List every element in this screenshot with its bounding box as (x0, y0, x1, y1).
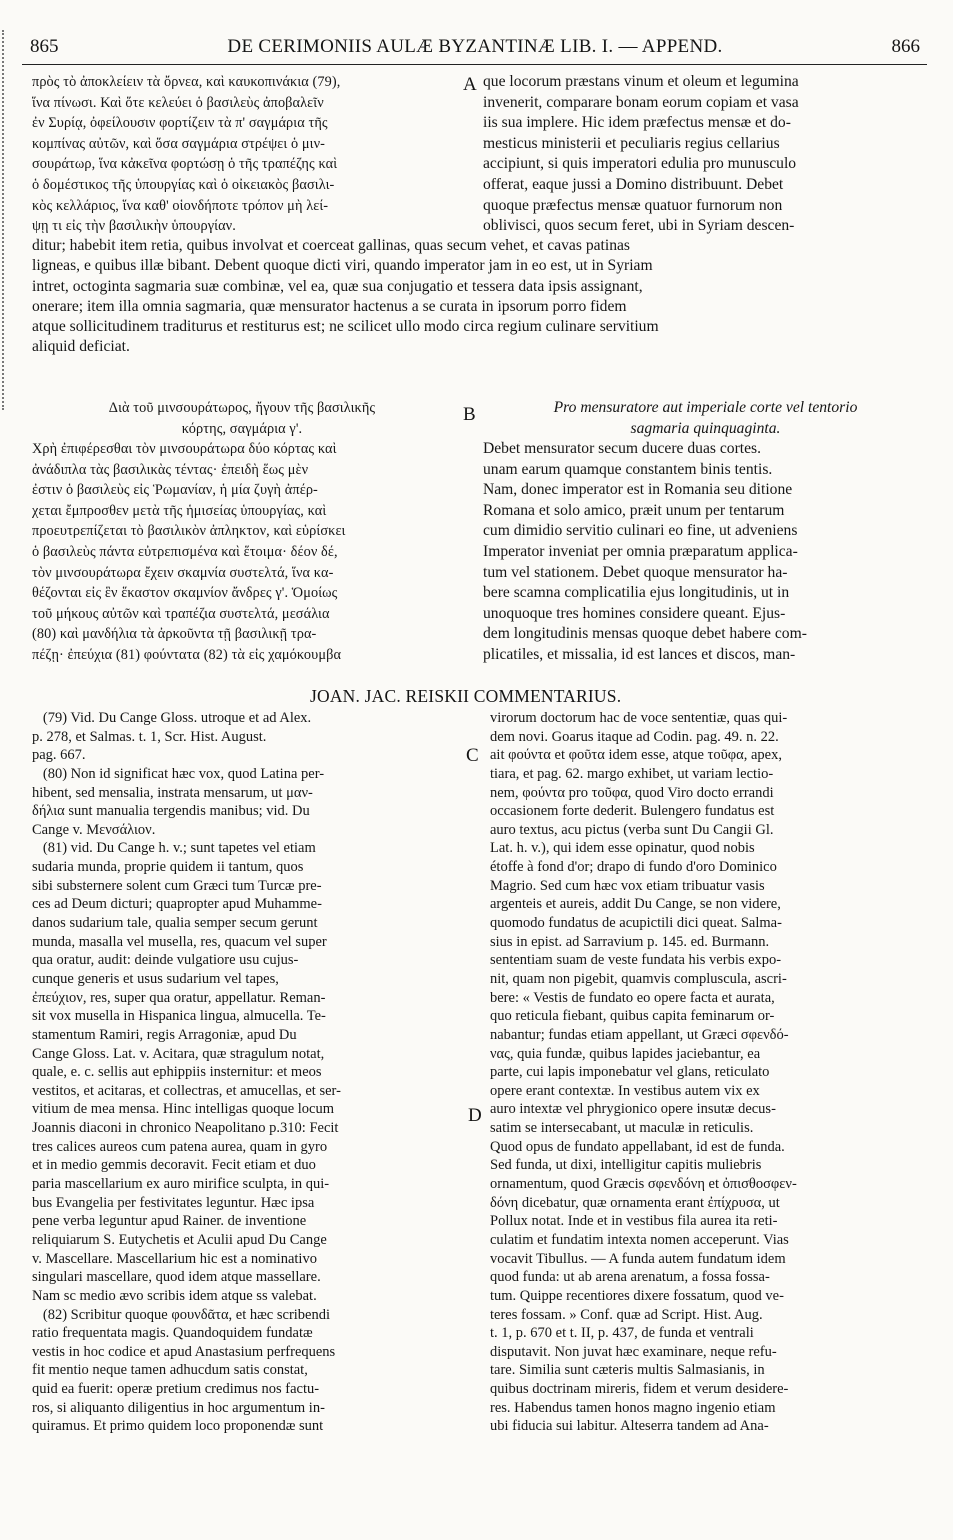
greek-text-line: ὁ δομέστικος τῆς ὑπουργίας καὶ ὁ οἰκειακὸς βασιλι- (32, 176, 335, 193)
commentary-line: ros, si aliquanto diligentius in hoc argumentum in- (32, 1399, 325, 1416)
commentary-line: quomodo fundatus de acupictili dici queat. Salma- (490, 915, 782, 932)
commentary-line: (81) vid. Du Cange h. v.; sunt tapetes vel etiam (32, 840, 316, 857)
commentary-line: t. 1, p. 670 et t. II, p. 437, de funda et ventrali (490, 1325, 754, 1342)
latin-text-line: Imperator inveniat per omnia præparatum applica- (483, 542, 798, 560)
commentary-line: vestitos, et acitaras, et collectras, et amucellas, et ser- (32, 1082, 341, 1099)
commentary-line: bus Evangelia per festivitates leguntur. Hæc ipsa (32, 1194, 315, 1211)
commentary-line: quid ea fuerit: operæ pretium credimus nos factu- (32, 1381, 320, 1398)
greek-text-line: ὁ βασιλεὺς πάντα εὐτρεπισμένα καὶ ἕτοιμα· δέον δέ, (32, 543, 338, 560)
commentary-line: sententiam suam de veste fundata his verbis expo- (490, 952, 782, 969)
latin-text-line: quoque præfectus mensæ quatuor furnorum non (483, 196, 783, 214)
greek-text-line: ἀνάδιπλα τὰς βασιλικὰς τέντας· ἐπειδὴ ἕως μὲν (32, 461, 309, 478)
latin-text-line: aliquid deficiat. (32, 338, 130, 356)
greek-text-line: τὸν μινσουράτωρα ἔχειν σκαμνία συστελτά, ἵνα κα- (32, 564, 334, 581)
commentary-line: argenteis et aureis, addit Du Cange, se non videre, (490, 896, 781, 913)
page-number-right: 866 (891, 36, 920, 57)
latin-text-line: bere scamna complicatilia ejus longitudinis, ut in (483, 584, 790, 602)
latin-text-line: cum dimidio servitio culinari eo fine, ut adveniens (483, 522, 798, 540)
commentary-line: ait φούντα et φοῦτα idem esse, atque τοῦφα, apex, (490, 747, 782, 764)
commentary-line: singulari mascellare, quod idem atque massellare. (32, 1269, 321, 1286)
latin-heading-line: Pro mensuratore aut imperiale corte vel tentorio (553, 399, 858, 416)
commentary-line: qua oratur, audit: deinde vulgatiore usu cujus- (32, 952, 299, 969)
latin-text-line: invenerit, comparare bonam eorum copiam et vasa (483, 93, 799, 111)
greek-heading-line: Διὰ τοῦ μινσουράτωρος, ἤγουν τῆς βασιλικῆς (108, 400, 376, 416)
commentary-line: Joannis diaconi in chronico Neapolitano p.310: Fecit (32, 1120, 339, 1137)
greek-text-line: ψῃ τι εἰς τὴν βασιλικὴν ὑπουργίαν. (32, 218, 236, 235)
commentary-line: δήλια sunt manualia tergendis manibus; vid. Du (32, 803, 310, 820)
commentary-line: res. Habendus tamen honos magno ingenio etiam (490, 1399, 776, 1416)
margin-marker-d: D (468, 1105, 482, 1126)
commentary-line: v. Mascellare. Mascellarium hic est a nominativo (32, 1250, 317, 1267)
commentary-line: (82) Scribitur quoque φουνδᾶτα, et hæc scribendi (32, 1306, 331, 1323)
latin-text-line: ditur; habebit item retia, quibus involvat et coerceat gallinas, quas secum vehet, et cavas patinas (32, 237, 630, 254)
commentary-line: étoffe à fond d'or; drapo di fundo d'oro Dominico (490, 859, 777, 876)
commentary-line: ubi fiducia sui labitur. Alteserra tandem ad Ana- (490, 1418, 769, 1435)
greek-text-line: ἐστιν ὁ βασιλεὺς εἰς Ῥωμανίαν, ἡ μία ζυγὴ ἀπέρ- (32, 482, 318, 499)
margin-marker-a: A (463, 74, 477, 95)
commentary-line: disputavit. Non juvat hæc examinare, neque refu- (490, 1343, 777, 1360)
margin-marker-b: B (463, 404, 476, 425)
latin-full-width (32, 236, 932, 358)
commentary-line: quo reticula fiebant, quibus capita feminarum or- (490, 1008, 775, 1025)
greek-text-line: σουράτωρ, ἵνα κἀκεῖνα φορτώσῃ ὁ τῆς τραπέζης καὶ (32, 156, 338, 173)
commentary-line: tiara, et pag. 62. margo exhibet, ut variam lectio- (490, 765, 774, 782)
greek-section-heading (32, 398, 452, 439)
commentary-line: sudaria munda, proprie quidem ii tantum, quos (32, 859, 304, 876)
commentary-right-column (490, 709, 930, 1436)
commentary-line: quod funda: ut ab arena arenatum, a fossa fossa- (490, 1269, 770, 1286)
latin-text-line: Debet mensurator secum ducere duas cortes. (483, 440, 761, 457)
latin-text-line: onerare; item illa omnia sagmaria, quæ mensurator hactenus a se curata in ipsorum porro fidem (32, 297, 627, 315)
commentary-line: bere: « Vestis de fundato eo opere facta et aurata, (490, 989, 775, 1006)
greek-text-line: τοῦ μήκους αὐτῶν καὶ τραπέζια συστελτά, μεσάλια (32, 605, 330, 622)
commentary-line: culatim et fundatim intexta nomen acceperunt. Vias (490, 1231, 789, 1248)
greek-column-middle (32, 439, 464, 666)
commentary-line: danos sudarium tale, qualia semper secum gerunt (32, 915, 318, 932)
commentary-line: et in medio gemmis decoravit. Fecit etiam et duo (32, 1157, 316, 1174)
latin-text-line: Nam, donec imperator est in Romania seu ditione (483, 481, 793, 499)
greek-text-line: χεται ἔμπροσθεν μετὰ τῆς ἡμισείας ὑπουργίας, καὶ (32, 502, 327, 519)
latin-text-line: accipiunt, si quis imperatori edulia pro munusculo (483, 155, 797, 173)
commentary-line: satim se intersecabant, ut maculæ in reticulis. (490, 1120, 754, 1137)
commentary-line: virorum doctorum hac de voce sententiæ, quas qui- (490, 710, 788, 726)
commentary-line: stamentum Ramiri, regis Arragoniæ, apud Du (32, 1026, 297, 1043)
commentary-line: ces ad Deum dicturi; quapropter apud Muhamme- (32, 896, 322, 913)
greek-text-line: ἵνα πίνωσι. Καὶ ὅτε κελεύει ὁ βασιλεὺς ἀποβαλεῖν (32, 94, 324, 111)
commentary-line: pag. 667. (32, 747, 86, 764)
commentary-line: cunque generis et usus sudarium vel tapes, (32, 970, 279, 987)
greek-text-line: κὸς κελλάριος, ἵνα καθ' οἱονδήποτε τρόπον μὴ λεί- (32, 197, 329, 214)
commentary-line: reliquiarum S. Eutychetis et Aculii apud Du Cange (32, 1231, 327, 1248)
commentary-line: teres fossam. » Conf. quæ ad Script. Hist. Aug. (490, 1306, 763, 1323)
greek-text-line: πέζῃ· ἐπεύχια (81) φούντατα (82) τὰ εἰς χαμόκουμβα (32, 646, 342, 663)
commentary-line: Cange Gloss. Lat. v. Acitara, quæ stragulum notat, (32, 1045, 325, 1062)
latin-text-line: mesticus ministerii et peculiaris regius cellarius (483, 134, 780, 152)
latin-text-line: plicatiles, et missalia, id est lances et discos, man- (483, 645, 796, 663)
page-number-left: 865 (30, 36, 59, 57)
header-rule (22, 64, 927, 65)
latin-heading-line: sagmaria quinquaginta. (630, 419, 781, 437)
commentary-line: vocavit Tibullus. — A funda autem fundatum idem (490, 1250, 786, 1267)
commentary-line: vitium de mea mensa. Hinc intelligas quoque locum (32, 1101, 335, 1118)
greek-text-line: Χρὴ ἐπιφέρεσθαι τὸν μινσουράτωρα δύο κόρτας καὶ (32, 441, 337, 457)
latin-text-line: intret, octoginta sagmaria suæ combinæ, vel ea, quæ sua conjugatio et tessera data ipsis assignant, (32, 277, 643, 295)
commentary-line: ornamentum, quod Græcis σφενδόνη et ὀπισθοσφεν- (490, 1176, 797, 1193)
greek-column-top (32, 72, 464, 237)
commentary-line: ἐπεύχιον, res, super qua oratur, appellatur. Reman- (32, 989, 326, 1006)
greek-text-line: (80) καὶ μανδήλια τὰ ἀρκοῦντα τῇ βασιλικῇ τρα- (32, 626, 317, 643)
commentary-line: Quod opus de fundato appellabant, id est de funda. (490, 1138, 785, 1155)
running-title: DE CERIMONIIS AULÆ BYZANTINÆ LIB. I. — APPEND. (227, 36, 723, 57)
commentary-line: auro textus, acu pictus (verba sunt Du Cangii Gl. (490, 821, 774, 838)
commentary-line: (79) Vid. Du Cange Gloss. utroque et ad Alex. (32, 710, 312, 726)
binding-edge-dots (2, 30, 6, 410)
latin-text-line: dem longitudinis mensas quoque debet habere com- (483, 625, 807, 643)
commentary-line: Cange v. Μενσάλιον. (32, 821, 156, 838)
commentary-line: pene verba leguntur apud Rainer. de inventione (32, 1213, 307, 1230)
commentary-line: sius in epist. ad Sarravium p. 145. ed. Burmann. (490, 933, 770, 950)
latin-text-line: tum vel stationem. Debet quoque mensurator ha- (483, 563, 788, 581)
commentary-line: tres calices aureos cum patena aurea, quam in gyro (32, 1138, 328, 1155)
commentary-line: νας, quia fundæ, quibus lapides jaciebantur, ea (490, 1045, 761, 1062)
commentary-line: opere erant contextæ. In vestibus autem vix ex (490, 1082, 760, 1099)
commentary-line: fit mentio neque tamen adhucdum satis constat, (32, 1362, 308, 1379)
commentary-line: p. 278, et Salmas. t. 1, Scr. Hist. August. (32, 728, 267, 745)
latin-column-top (483, 72, 928, 237)
greek-text-line: θέζονται εἰς ἓν ἕκαστον σκαμνίον ἄνδρες γ'. Ὁμοίως (32, 585, 338, 602)
latin-text-line: que locorum præstans vinum et oleum et legumina (483, 73, 799, 90)
commentary-line: nabantur; fundas etiam appellant, ut Græci σφενδό- (490, 1026, 789, 1043)
commentary-line: nem, φούντα pro τοῦφα, quod Viro docto errandi (490, 784, 774, 801)
commentary-line: quibus doctrinam mireris, fidem et verum desidere- (490, 1381, 789, 1398)
commentary-line: sit vox musella in Hispanica lingua, almucella. Te- (32, 1008, 326, 1025)
latin-section-heading (483, 398, 928, 439)
commentary-line: quale, e. c. sellis aut ephippiis insternitur: et meos (32, 1064, 322, 1081)
commentary-line: dem novi. Goarus itaque ad Codin. pag. 49. n. 22. (490, 728, 779, 745)
commentary-line: Magrio. Sed cum hæc vox etiam tribuatur vasis (490, 877, 765, 894)
commentary-line: munda, masalla vel musella, res, quacum vel super (32, 933, 327, 950)
latin-text-line: unam earum quamque constantem binis tentis. (483, 460, 773, 478)
commentary-line: paria mascellarium ex auro mirifice sculpta, in qui- (32, 1176, 330, 1193)
commentary-line: nit, quam non pigebit, quamvis compluscula, ascri- (490, 970, 787, 987)
commentary-line: Sed funda, ut dixi, intelligitur capitis muliebris (490, 1157, 762, 1174)
commentary-left-column (32, 709, 472, 1436)
latin-text-line: iis sua implere. Hic idem præfectus mensæ et do- (483, 114, 791, 132)
commentary-line: auro intextæ vel phrygionico opere insutæ decus- (490, 1101, 776, 1118)
commentary-line: parte, cui lapis imponebatur vel glans, reticulato (490, 1064, 770, 1081)
commentary-line: quiramus. Et primo quidem loco proponendæ sunt (32, 1418, 324, 1435)
greek-text-line: ἐν Συρίᾳ, ὀφείλουσιν φορτίζειν τὰ π' σαγμάρια τῆς (32, 115, 328, 132)
commentary-line: occasionem forte dederit. Bulengero fundatus est (490, 803, 775, 820)
greek-heading-line: κόρτης, σαγμάρια γ'. (181, 420, 303, 437)
commentary-line: Lat. h. v.), qui idem esse opinatur, quod nobis (490, 840, 755, 857)
latin-text-line: offerat, eaque jussi a Domino distribuunt. Debet (483, 175, 784, 193)
greek-text-line: κομπίνας αὐτῶν, καὶ ὅσα σαγμάρια στρέψει ὁ μιν- (32, 135, 326, 152)
commentary-line: hibent, sed mensalia, instrata mensarum, ut μαν- (32, 784, 313, 801)
latin-text-line: Romana et solo amico, præit unum per tentarum (483, 501, 785, 519)
latin-column-middle (483, 439, 928, 666)
greek-text-line: πρὸς τὸ ἀποκλείειν τὰ ὄρνεα, καὶ καυκοπινάκια (79), (32, 74, 341, 90)
commentary-line: tum. Quippe recentiores dixere fossatum, quod ve- (490, 1287, 784, 1304)
commentary-heading: JOAN. JAC. REISKII COMMENTARIUS. (310, 686, 622, 706)
latin-text-line: ligneas, e quibus illæ bibant. Debent quoque dicti viri, quando imperator jam in eo est, ut in Syriam (32, 257, 653, 275)
greek-text-line: προευτρεπίζεται τὸ βασιλικὸν ἀπληκτον, καὶ εὑρίσκει (32, 523, 346, 540)
commentary-line: Nam sc medio ævo scribis idem atque ss valebat. (32, 1287, 317, 1304)
latin-text-line: oblivisci, quos secum feret, ubi in Syriam descen- (483, 217, 795, 235)
commentary-line: Pollux notat. Inde et in vestibus fila aurea ita reti- (490, 1213, 778, 1230)
commentary-line: tare. Similia sunt cæteris multis Salmasianis, in (490, 1362, 765, 1379)
commentary-line: δόνη dicebatur, quæ ornamenta erant ἐπίχρυσα, ut (490, 1194, 780, 1211)
commentary-line: ratio frequentata magis. Quandoquidem fundatæ (32, 1325, 313, 1342)
latin-text-line: unoquoque tres homines considere queant. Ejus- (483, 604, 786, 622)
commentary-line: (80) Non id significat hæc vox, quod Latina per- (32, 765, 325, 782)
commentary-line: sibi substernere solent cum Græci tum Turcæ pre- (32, 877, 322, 894)
running-header (30, 36, 920, 60)
commentary-line: vestis in hoc codice et apud Anastasium perfrequens (32, 1343, 336, 1360)
latin-text-line: atque sollicitudinem traditurus et restiturus est; ne scilicet ullo modo circa regium culinare servitium (32, 318, 659, 336)
margin-marker-c: C (466, 745, 479, 766)
